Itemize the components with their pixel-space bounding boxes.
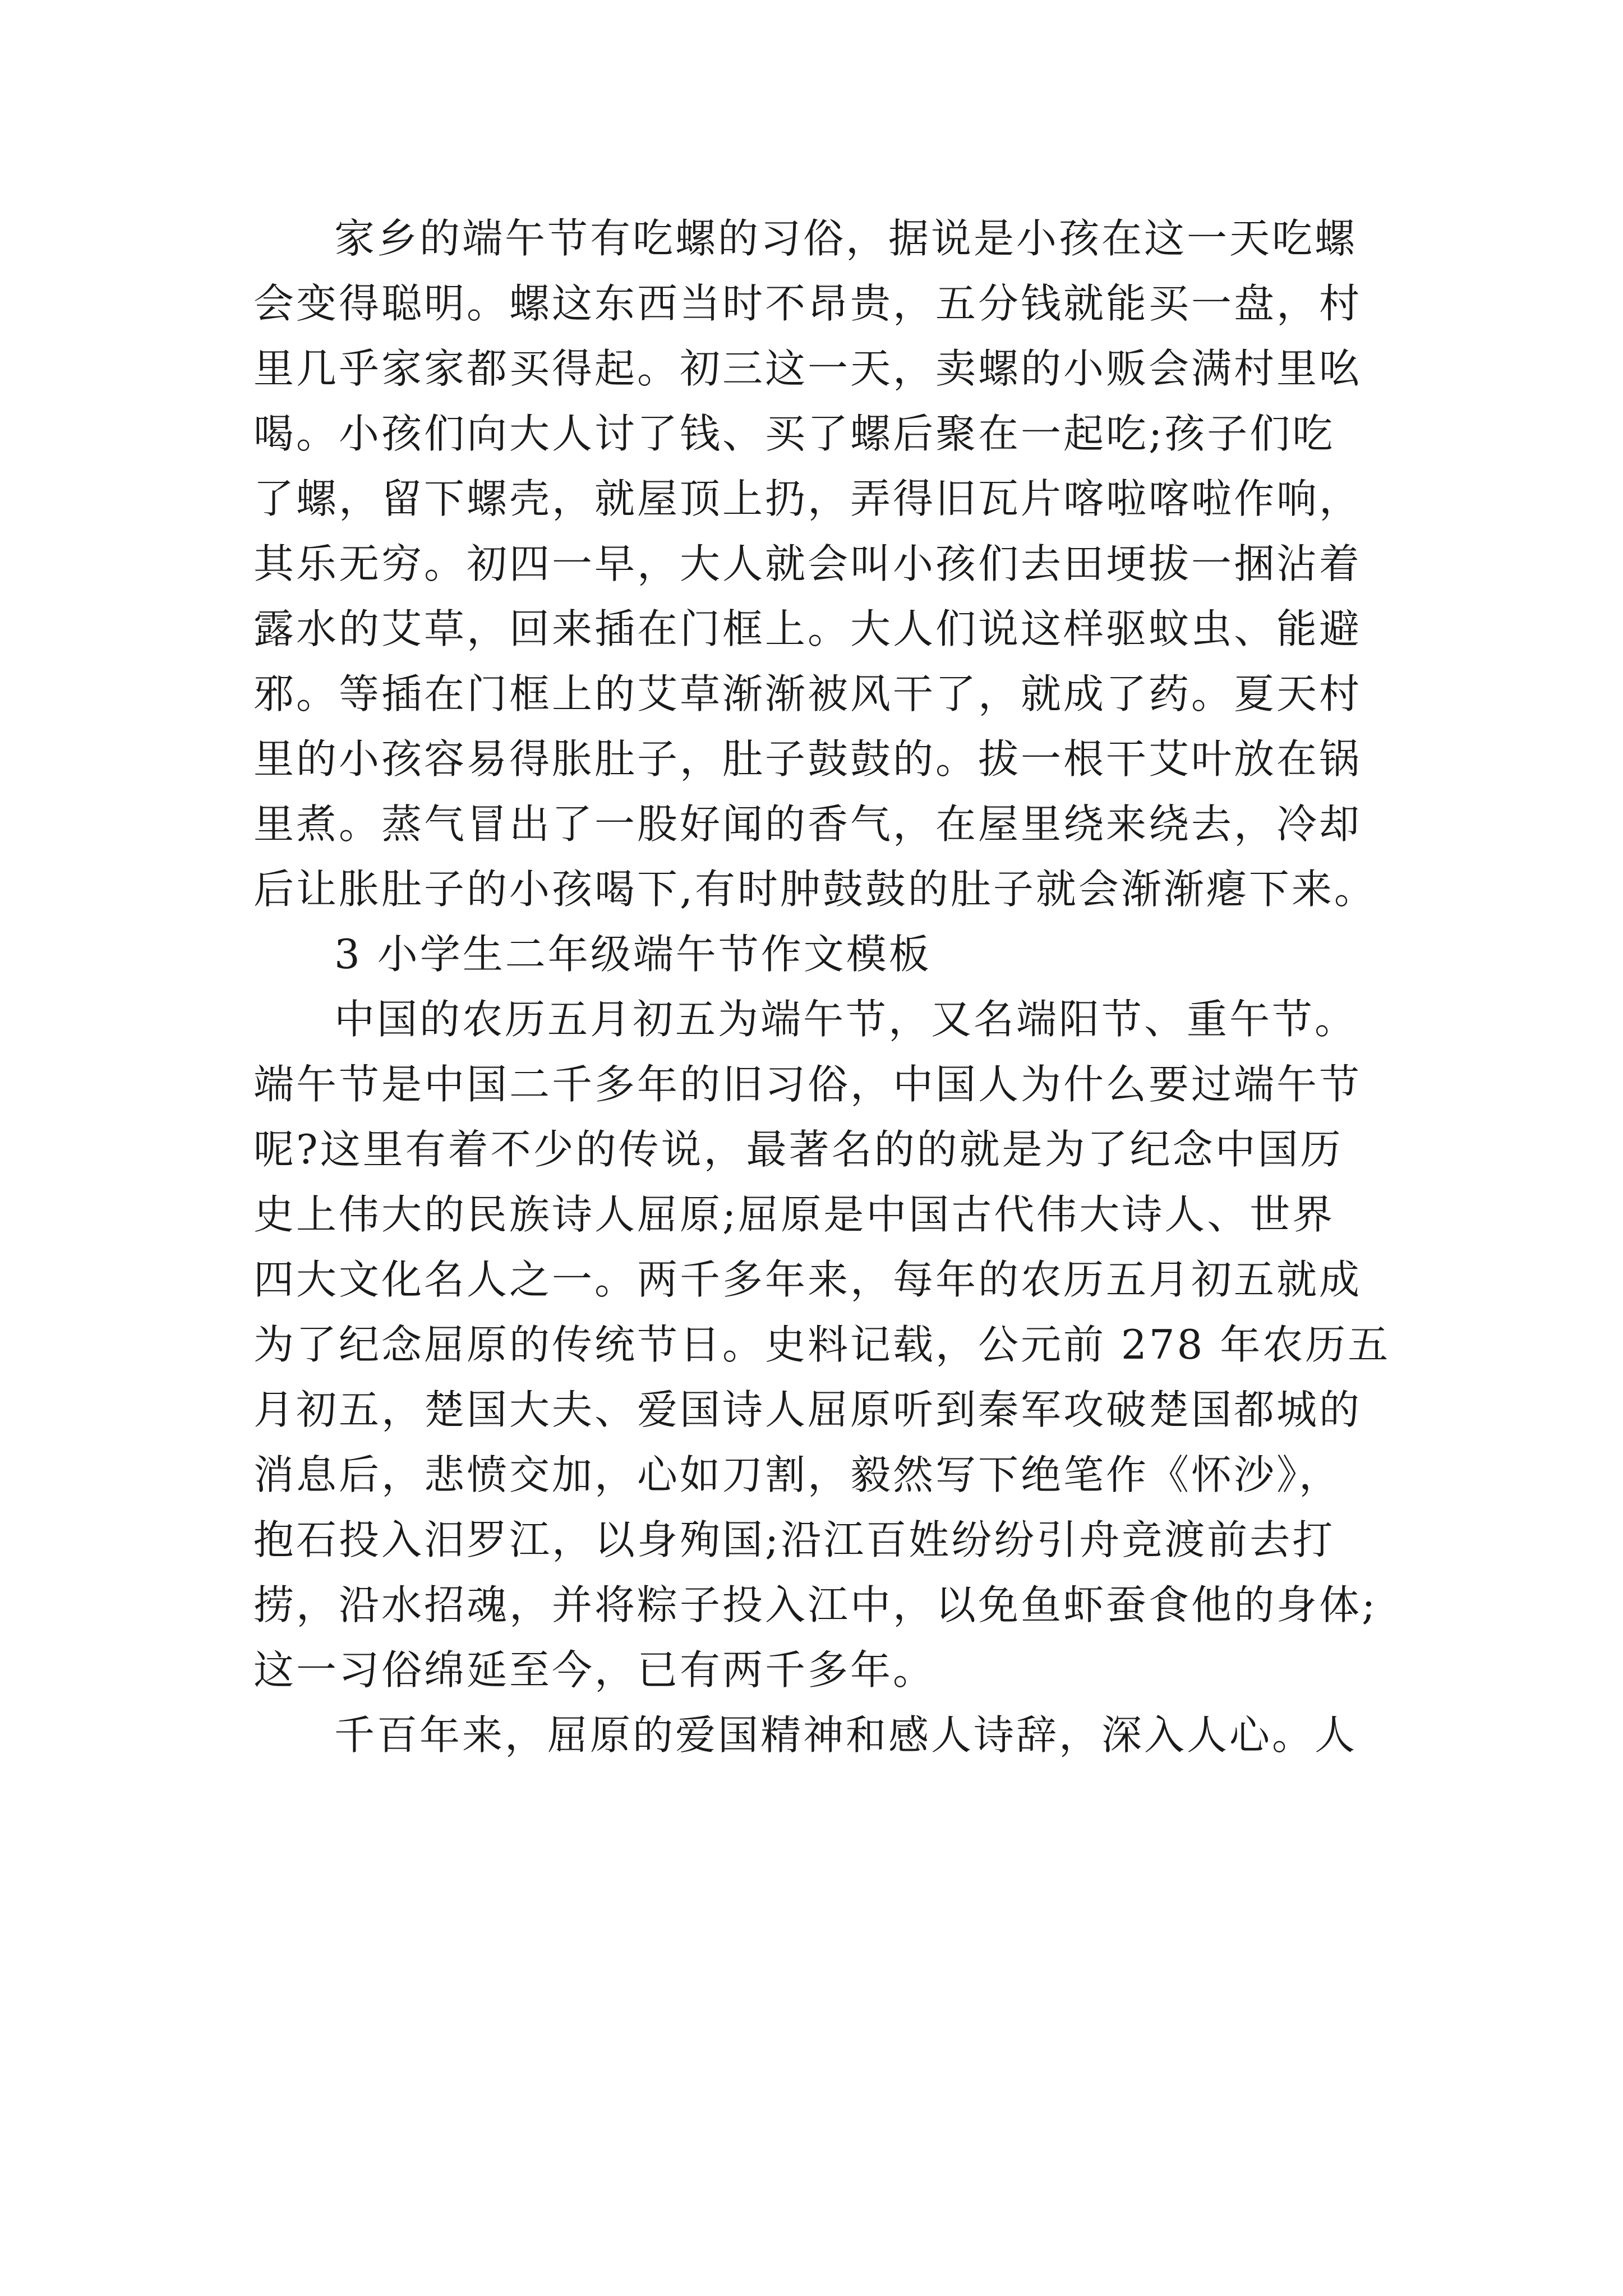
paragraph-2-line-4: 史上伟大的民族诗人屈原;屈原是中国古代伟大诗人、世界 [253, 1191, 1335, 1238]
paragraph-2-line-9: 抱石投入汨罗江，以身殉国;沿江百姓纷纷引舟竞渡前去打 [253, 1516, 1335, 1563]
paragraph-1-line-9: 里的小孩容易得胀肚子，肚子鼓鼓的。拔一根干艾叶放在锅 [253, 735, 1362, 783]
paragraph-2-line-8: 消息后，悲愤交加，心如刀割，毅然写下绝笔作《怀沙》， [253, 1451, 1342, 1498]
paragraph-1-line-8: 邪。等插在门框上的艾草渐渐被风干了，就成了药。夏天村 [253, 670, 1362, 717]
paragraph-1-line-2: 会变得聪明。螺这东西当时不昂贵，五分钱就能买一盘，村 [253, 280, 1362, 327]
paragraph-2-line-1: 中国的农历五月初五为端午节，又名端阳节、重午节。 [334, 996, 1358, 1043]
paragraph-2-line-10: 捞，沿水招魂，并将粽子投入江中，以免鱼虾蚕食他的身体; [253, 1581, 1378, 1628]
paragraph-2-line-6: 为了纪念屈原的传统节日。史料记载，公元前 278 年农历五 [253, 1321, 1391, 1368]
paragraph-1-line-10: 里煮。蒸气冒出了一股好闻的香气，在屋里绕来绕去，冷却 [253, 800, 1362, 848]
paragraph-1-line-4: 喝。小孩们向大人讨了钱、买了螺后聚在一起吃;孩子们吃 [253, 410, 1335, 457]
paragraph-1-line-1: 家乡的端午节有吃螺的习俗，据说是小孩在这一天吃螺 [334, 215, 1358, 262]
paragraph-2-line-2: 端午节是中国二千多年的旧习俗，中国人为什么要过端午节 [253, 1061, 1362, 1108]
paragraph-2-line-3: 呢?这里有着不少的传说，最著名的的就是为了纪念中国历 [253, 1126, 1343, 1173]
paragraph-2-line-5: 四大文化名人之一。两千多年来，每年的农历五月初五就成 [253, 1256, 1362, 1303]
paragraph-1-line-11: 后让胀肚子的小孩喝下,有时肿鼓鼓的肚子就会渐渐瘪下来。 [253, 866, 1377, 913]
paragraph-2-line-7: 月初五，楚国大夫、爱国诗人屈原听到秦军攻破楚国都城的 [253, 1386, 1362, 1433]
paragraph-1-line-6: 其乐无穷。初四一早，大人就会叫小孩们去田埂拔一捆沾着 [253, 540, 1362, 587]
paragraph-1-line-5: 了螺，留下螺壳，就屋顶上扔，弄得旧瓦片喀啦喀啦作响， [253, 475, 1362, 522]
paragraph-1-line-3: 里几乎家家都买得起。初三这一天，卖螺的小贩会满村里吆 [253, 345, 1362, 392]
section-heading: 3 小学生二年级端午节作文模板 [334, 931, 932, 978]
paragraph-3-line-1: 千百年来，屈原的爱国精神和感人诗辞，深入人心。人 [334, 1711, 1358, 1759]
paragraph-1-line-7: 露水的艾草，回来插在门框上。大人们说这样驱蚊虫、能避 [253, 605, 1362, 652]
paragraph-2-line-11: 这一习俗绵延至今，已有两千多年。 [253, 1646, 936, 1694]
